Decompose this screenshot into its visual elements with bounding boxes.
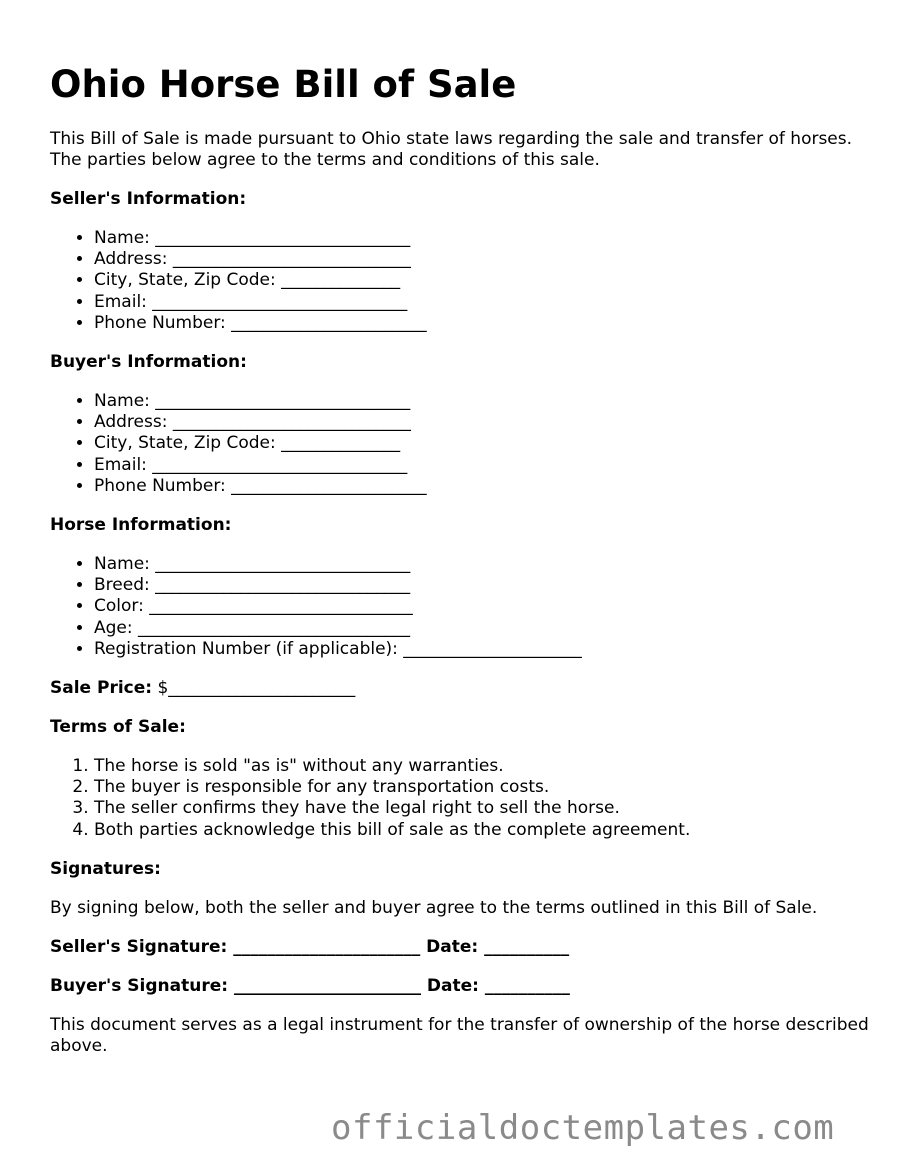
- horse-breed-field: • Breed: ______________________________: [94, 575, 870, 596]
- horse-color-field: • Color: _______________________________: [94, 596, 870, 617]
- intro-paragraph: This Bill of Sale is made pursuant to Ohio state laws regarding the sale and transfer of horses. The parties below agree to the terms and conditions of this sale.: [50, 129, 853, 170]
- horse-heading: Horse Information:: [50, 515, 232, 536]
- seller-heading: Seller's Information:: [50, 189, 247, 209]
- seller-fields-list: [50, 228, 870, 334]
- buyer-heading: Buyer's Information:: [50, 352, 247, 373]
- closing-paragraph: This document serves as a legal instrument for the transfer of ownership of the horse described above.: [50, 1014, 869, 1056]
- buyer-signature-line: Buyer's Signature: ______________________ Date: __________: [50, 975, 570, 996]
- buyer-phone-field: • Phone Number: _______________________: [94, 476, 870, 497]
- sale-price-label: Sale Price:: [50, 678, 153, 699]
- horse-name-field: • Name: ______________________________: [94, 554, 870, 575]
- terms-heading: Terms of Sale:: [50, 717, 186, 738]
- seller-name-field: • Name: ______________________________: [94, 228, 870, 249]
- seller-email-field: • Email: ______________________________: [94, 292, 870, 313]
- term-item: 2. The buyer is responsible for any transportation costs.: [94, 777, 870, 798]
- term-item: 1. The horse is sold "as is" without any warranties.: [94, 756, 870, 777]
- buyer-address-field: • Address: ____________________________: [94, 412, 870, 433]
- term-item: 4. Both parties acknowledge this bill of sale as the complete agreement.: [94, 820, 870, 841]
- terms-list: [50, 756, 870, 841]
- buyer-fields-list: [50, 391, 870, 497]
- term-item: 3. The seller confirms they have the legal right to sell the horse.: [94, 798, 870, 819]
- horse-fields-list: [50, 554, 870, 660]
- watermark-logo: officialdoctemplates.com: [331, 1108, 835, 1148]
- buyer-name-field: • Name: ______________________________: [94, 391, 870, 412]
- seller-signature-line: Seller's Signature: ______________________ Date: __________: [50, 936, 570, 957]
- seller-phone-field: • Phone Number: _______________________: [94, 313, 870, 334]
- sale-price-line: [50, 678, 870, 699]
- buyer-city-field: • City, State, Zip Code: ______________: [94, 433, 870, 454]
- signatures-heading: Signatures:: [50, 858, 161, 879]
- sale-price-value: $______________________: [157, 678, 356, 699]
- horse-registration-field: • Registration Number (if applicable): _____________________: [94, 639, 870, 660]
- buyer-email-field: • Email: ______________________________: [94, 455, 870, 476]
- seller-address-field: • Address: ____________________________: [94, 249, 870, 270]
- document-title: Ohio Horse Bill of Sale: [50, 63, 517, 106]
- document-page: [50, 62, 870, 1057]
- signatures-statement: By signing below, both the seller and buyer agree to the terms outlined in this Bill of Sale.: [50, 897, 818, 918]
- horse-age-field: • Age: ________________________________: [94, 618, 870, 639]
- seller-city-field: • City, State, Zip Code: ______________: [94, 270, 870, 291]
